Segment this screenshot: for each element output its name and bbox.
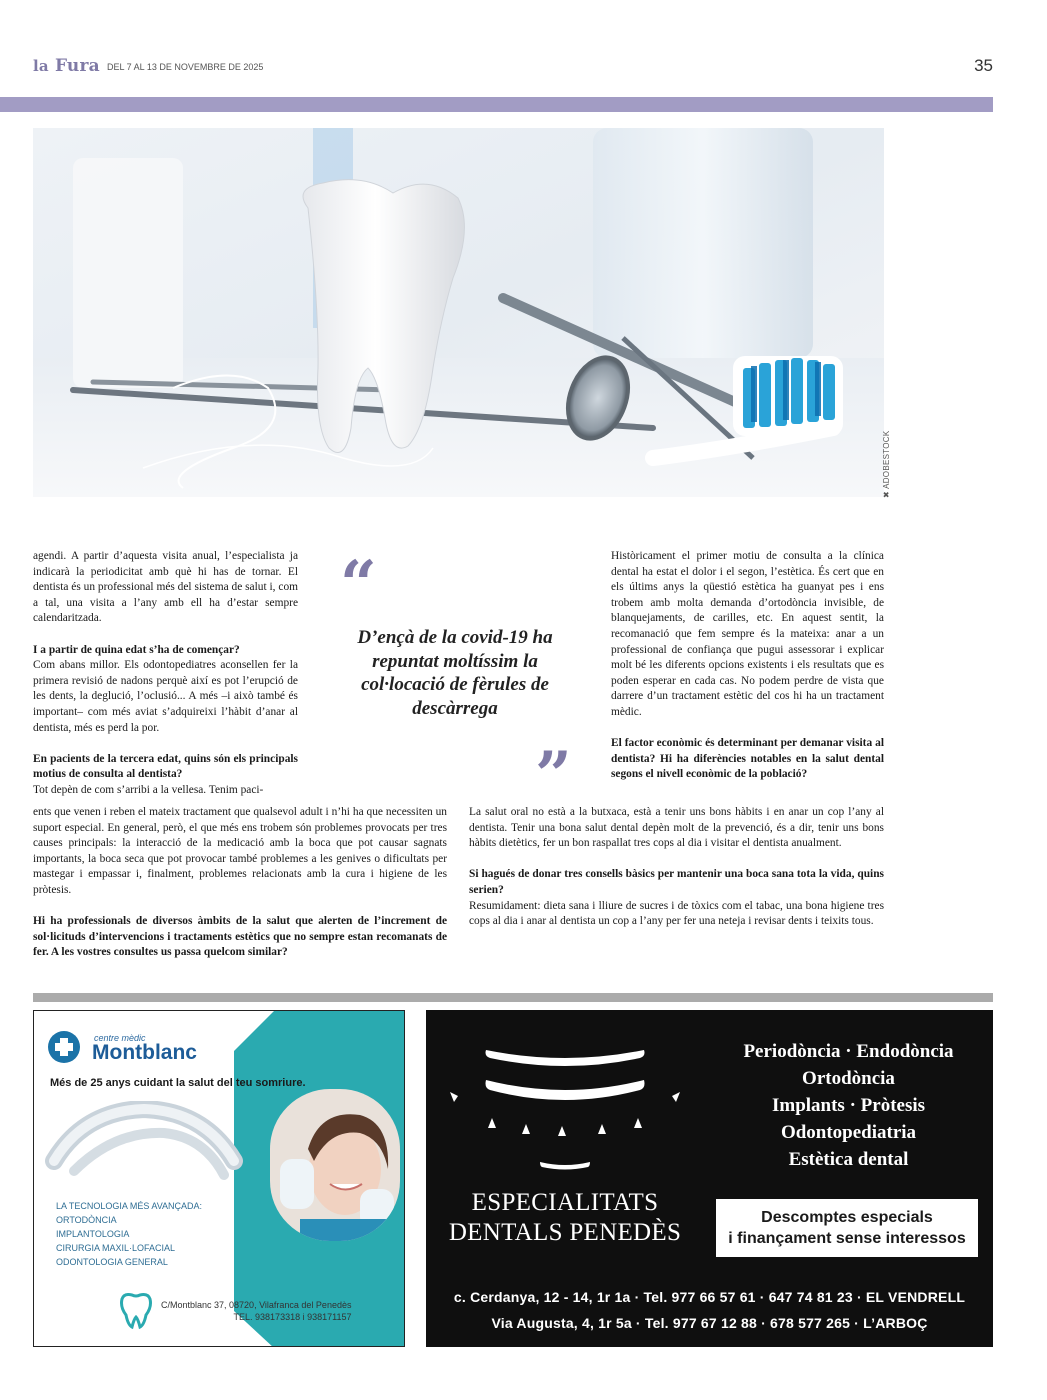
question: I a partir de quina edat s’ha de començar? [33,643,240,656]
clinic-address: C/Montblanc 37, 08720, Vilafranca del Penedès TEL. 938173318 i 938171157 [161,1300,352,1322]
pull-quote: D’ençà de la covid-19 ha repuntat moltíssim la col·locació de fèrules de descàrrega [357,627,553,719]
medical-cross-icon [48,1031,80,1063]
question: En pacients de la tercera edat, quins són els principals motius de consulta al dentista? [33,752,298,781]
dental-aligner-icon [44,1101,244,1181]
address-vendrell: c. Cerdanya, 12 - 14, 1r 1a · Tel. 977 66 57 61 · 647 74 81 23 · EL VENDRELL [453,1289,966,1305]
specialties-list: Periodòncia · Endodòncia Ortodòncia Implants · Pròtesis Odontopediatria Estètica dental [743,1041,954,1170]
question: Hi ha professionals de diversos àmbits de la salut que alerten de l’increment de sol·licituds d’intervencions i tractaments estètics que no sempre estan recomanats de fer. A les vostres consultes us passa quelcom similar? [33,915,447,959]
publication-logo: la Fura [33,56,100,76]
article-block-left [33,805,447,961]
paragraph: Històricament el primer motiu de consulta a la clínica dental ha estat el dolor i el segon, l’estètica. És cert que en els últims anys la qüestió estètica ha guanyat pes i ens trobem amb molta demanda d’ortodòncia invisible, de blanquejaments, de carilles, etc. En aquest sentit, la recomanació que fem sempre és la mateixa: anar a un professional de confiança que pugui assessorar i explicar molt bé les diferents opcions existents i els resultats que es poden esperar en cada cas. No podem perdre de vista que darrere d’un tractament estètic del cos hi ha un tractament mèdic. [611,550,884,718]
dental-tools-illustration [33,128,884,497]
clinic-title: ESPECIALITATS DENTALS PENEDÈS [448,1189,682,1246]
paragraph: La salut oral no està a la butxaca, està a tenir uns bons hàbits i en anar un cop l’any al dentista. Tenir una bona salut dental depèn molt de la prevenció, és a dir, tenir uns bons hàbits dietètics, fer un bon raspallat tres cops al dia i visitar el dentista anualment. [469,806,884,850]
smile-teeth-logo-icon [450,1038,680,1178]
paragraph: Com abans millor. Els odontopediatres aconsellen fer la primera revisió de nadons perquè així es pot l’erupció de les dents, la deglució, l’oclusió... A més –i això també és important– com més aviat s’adquireixi l’hàbit d’anar al dentista, més es perd la por. [33,659,298,734]
paragraph: agendi. A partir d’aquesta visita anual, l’especialista ja indicarà la periodicitat amb què hi has de tornar. El dentista és un professional més del sistema de salut i, com a tal, una visita a l’any amb ell ha d’estar sempre calendaritzada. [33,550,298,625]
address-arboc: Via Augusta, 4, 1r 5a · Tel. 977 67 12 88 · 678 577 265 · L’ARBOÇ [491,1315,928,1331]
clinic-slogan: Més de 25 anys cuidant la salut del teu somriure. [50,1077,306,1089]
article-column-left [33,549,298,799]
article-block-right [469,805,884,930]
article-column-right [611,549,884,783]
ad-centre-medic-montblanc[interactable] [33,1010,405,1347]
photo-credit: ✖ ADOBESTOCK [882,430,891,498]
top-color-bar [0,97,993,112]
tooth-logo-icon [118,1291,154,1331]
smiling-patient-photo [270,1089,400,1241]
question: Si hagués de donar tres consells bàsics per mantenir una boca sana tota la vida, quins serien? [469,868,884,896]
ad-separator-bar [33,993,993,1002]
financing-promo-box: Descomptes especials i finançament sense interessos [716,1199,978,1257]
paragraph: ents que venen i reben el mateix tractament que qualsevol adult i n’hi ha que necessiten un suport especial. En general, però, el que més ens trobem són problemes provocats per tres causes principals: la interacció de la medicació amb la boca que pot causar sagnats importants, la boca seca que pot provocar també problemes a les genives o dificultats per mastegar i empassar i, finalment, problemes relacionats amb la cura i higiene de les pròtesis. [33,806,447,896]
open-quote-mark: “ [340,547,377,622]
issue-date: DEL 7 AL 13 DE NOVEMBRE DE 2025 [107,62,264,72]
paragraph: Tot depèn de com s’arribi a la vellesa. Tenim paci- [33,783,264,796]
page-header [33,56,993,80]
services-list: LA TECNOLOGIA MÉS AVANÇADA: ORTODÒNCIA IMPLANTOLOGIA CIRURGIA MAXIL·LOFACIAL ODONTOLOGIA GENERAL [56,1201,203,1267]
clinic-name: Montblanc [92,1041,197,1064]
close-quote-mark: ” [535,738,572,813]
ad-especialitats-dentals-penedes[interactable] [426,1010,993,1347]
centre-label: centre mèdic [94,1033,146,1043]
page-number: 35 [974,56,993,75]
dental-tools-photo [33,128,884,497]
question: El factor econòmic és determinant per demanar visita al dentista? Hi ha diferències notables en la salut dental segons el nivell econòmic de la població? [611,737,884,781]
paragraph: Resumidament: dieta sana i lliure de sucres i de tòxics com el tabac, una bona higiene tres cops al dia i anar al dentista un cop a l’any per fer una neteja i revisar dents i teixits tous. [469,899,884,928]
